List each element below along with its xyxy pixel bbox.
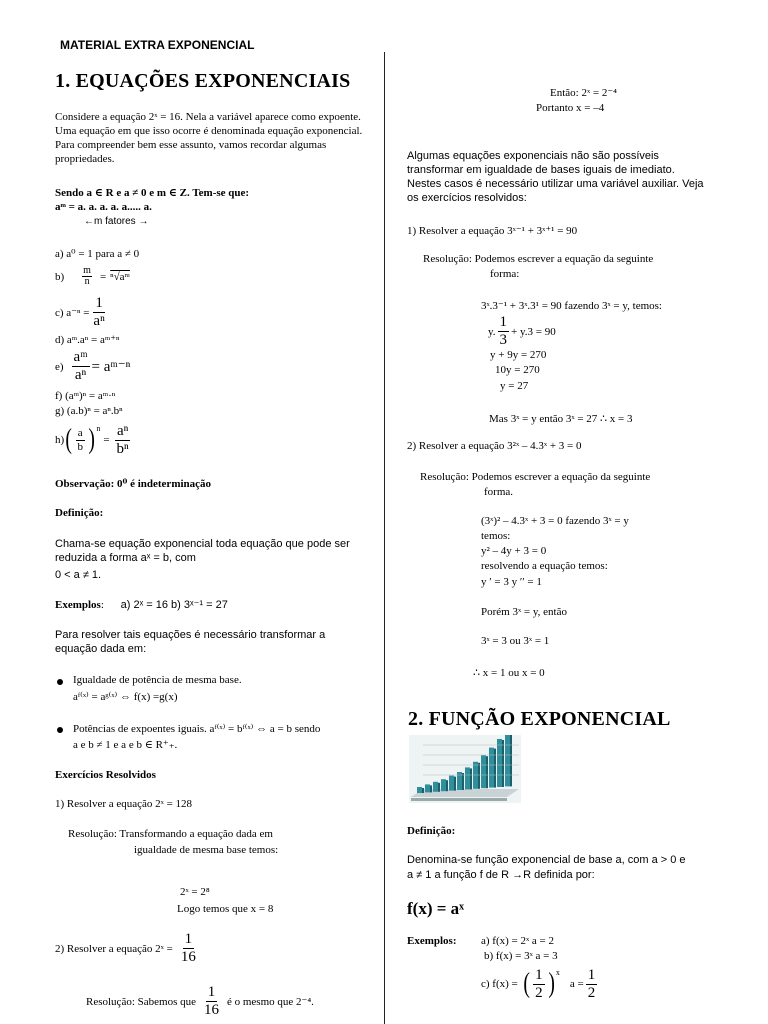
fraction-num: 1 — [95, 295, 103, 311]
chart-bar — [449, 776, 454, 791]
bullet-1-text: Igualdade de potência de mesma base. — [73, 674, 242, 686]
entao-line: Então: 2ˣ = 2⁻⁴ — [550, 87, 617, 99]
exercise-r1-line-4: 10y = 270 — [495, 364, 540, 376]
fraction-num: 1 — [587, 966, 596, 983]
fraction-num: aᵐ — [73, 349, 88, 365]
exercise-r1-line-6: Mas 3ˣ = y então 3ˣ = 27 ∴ x = 3 — [489, 413, 633, 425]
bullet-2-cont: a e b ≠ 1 e a e b ∈ R⁺₊. — [73, 739, 178, 751]
section-1-title: 1. EQUAÇÕES EXPONENCIAIS — [55, 70, 351, 92]
exercise-2-resolution — [86, 985, 314, 1018]
fraction-den: 3 — [499, 332, 508, 348]
exercise-1-result: Logo temos que x = 8 — [177, 903, 274, 915]
a-equals: a = — [569, 978, 584, 990]
exercicios-resolvidos: Exercícios Resolvidos — [55, 769, 156, 781]
exercise-r1-res-1: Resolução: Podemos escrever a equação da seguinte — [423, 253, 654, 265]
chart-bar-side — [438, 783, 440, 792]
fraction-den: b — [77, 440, 83, 453]
chart-bar-side — [430, 785, 432, 792]
exercise-2-res-tail: é o mesmo que 2⁻⁴. — [226, 996, 314, 1008]
property-e-label: e) — [55, 360, 64, 373]
property-e — [55, 350, 130, 383]
page-header: MATERIAL EXTRA EXPONENCIAL — [60, 38, 255, 52]
definition-2-line-2: a ≠ 1 a função f de R →R definida por: — [407, 869, 595, 881]
exercise-1: 1) Resolver a equação 2ˣ = 128 — [55, 798, 193, 810]
chart-bar-side — [470, 768, 472, 789]
y-dot: y. — [488, 325, 496, 338]
exp-n: n — [96, 424, 101, 433]
exemplos-label-2: Exemplos: — [407, 935, 457, 947]
property-d: d) aᵐ.aⁿ = aᵐ⁺ⁿ — [55, 334, 120, 346]
exercise-r1-line-2-tail: + y.3 = 90 — [511, 325, 556, 338]
fraction-den: bⁿ — [116, 440, 129, 457]
exercise-r2-line-1: (3ˣ)² – 4.3ˣ + 3 = 0 fazendo 3ˣ = y — [481, 515, 629, 527]
exemplos-content: a) 2ˣ = 16 b) 3ˣ⁻¹ = 27 — [120, 599, 228, 611]
definition-condition: 0 < a ≠ 1. — [55, 569, 102, 581]
exercise-r2-res-1: Resolução: Podemos escrever a equação da seguinte — [420, 471, 651, 483]
growth-chart-image — [409, 735, 521, 803]
am-definition: aᵐ = a. a. a. a. a..... a. — [55, 201, 152, 213]
exercise-r2-line-4: resolvendo a equação temos: — [481, 560, 608, 572]
fraction-am-over-an — [72, 350, 90, 383]
fraction-one-half — [533, 968, 545, 1001]
example-a: a) f(x) = 2ˣ a = 2 — [481, 935, 555, 947]
bullet-icon — [57, 727, 63, 733]
property-c-label: c) a⁻ⁿ = — [55, 307, 90, 319]
property-b — [55, 266, 130, 287]
exemplos-label: Exemplos — [55, 599, 101, 611]
sendo-line: Sendo a ∈ R e a ≠ 0 e m ∈ Z. Tem-se que: — [55, 187, 250, 199]
fraction-den: aⁿ — [74, 367, 87, 383]
chart-bar-side — [486, 756, 488, 788]
chart-bar — [481, 755, 486, 788]
chart-bar-side — [478, 763, 480, 789]
fraction-one-third — [498, 315, 510, 348]
exercise-2-res-text: Resolução: Sabemos que — [86, 995, 196, 1008]
property-c — [55, 296, 109, 329]
chart-bar — [425, 784, 430, 792]
chart-bar — [433, 782, 438, 792]
fraction-one-half — [586, 968, 598, 1001]
chart-bar — [497, 739, 502, 787]
example-c: c) f(x) = ( $\frac{1}{2}$ ) x a = $\frac{1}{2}$ — [481, 966, 596, 1001]
exercise-r1-line-5: y = 27 — [500, 380, 529, 392]
chart-bar — [505, 735, 510, 786]
property-b-root: ⁿ√aᵐ — [110, 270, 130, 283]
property-h: h) ( $\frac{a}{b}$ ) n = $\frac{\text{aⁿ}}{\text{bⁿ}}$ — [55, 422, 129, 457]
fraction-den: 2 — [535, 984, 543, 1001]
fraction-one-sixteen — [179, 932, 198, 965]
exp-n: n — [84, 276, 90, 287]
exp-m: m — [83, 265, 91, 276]
exercise-2-text: 2) Resolver a equação 2ˣ = — [55, 942, 173, 955]
chart-bar-side — [502, 740, 504, 787]
chart-axis-labels — [411, 798, 507, 801]
property-g: g) (a.b)ⁿ = aⁿ.bⁿ — [55, 405, 123, 417]
property-h-label: h) — [55, 434, 65, 446]
equals: = — [103, 434, 110, 446]
exercise-1-res-1: Resolução: Transformando a equação dada em — [68, 828, 273, 840]
definition-2-line-1: Denomina-se função exponencial de base a, com a > 0 e — [407, 854, 686, 866]
property-b-label: b) — [55, 270, 65, 283]
algumas-paragraph: Algumas equações exponenciais não são possíveis transformar em igualdade de bases iguais de imediato. Nestes casos é necessário utilizar uma variável auxiliar. Veja os exercícios resolvidos: — [407, 150, 704, 204]
fraction-num: 1 — [207, 984, 216, 1000]
chart-bar-side — [510, 735, 512, 786]
chart-bar — [465, 767, 470, 789]
exercise-r2-line-2: temos: — [481, 530, 511, 542]
bullet-1-formula: aᶠ⁽ˣ⁾ = aᵍ⁽ˣ⁾ ⇔ f(x) =g(x) — [73, 691, 178, 703]
property-a: a) a⁰ = 1 para a ≠ 0 — [55, 248, 140, 260]
fraction-den: 2 — [587, 984, 596, 1001]
definicao-label: Definição: — [55, 507, 104, 519]
chart-bar — [417, 787, 422, 793]
exercise-r1-line-3: y + 9y = 270 — [490, 349, 547, 361]
fraction-den: 16 — [203, 1002, 219, 1018]
observacao: Observação: 0⁰ é indeterminação — [55, 478, 212, 490]
fraction-den: 16 — [180, 949, 196, 965]
chart-bar — [457, 772, 462, 790]
chart-bar-side — [446, 780, 448, 791]
chart-bar-side — [454, 777, 456, 791]
example-b: b) f(x) = 3ˣ a = 3 — [484, 950, 558, 962]
column-divider — [384, 52, 385, 1024]
exercise-r2-line-7: 3ˣ = 3 ou 3ˣ = 1 — [481, 635, 550, 647]
fraction-num: aⁿ — [116, 422, 129, 439]
exercise-r1-res-2: forma: — [490, 268, 520, 280]
definition-text: Chama-se equação exponencial toda equação que pode ser reduzida a forma aˣ = b, com — [55, 538, 350, 564]
exemplos-line: Exemplos: a) 2ˣ = 16 b) 3ˣ⁻¹ = 27 — [55, 599, 228, 611]
fraction-num: 1 — [535, 966, 543, 983]
exercise-r1-line-1: 3ˣ.3⁻¹ + 3ˣ.3¹ = 90 fazendo 3ˣ = y, temos: — [481, 300, 662, 312]
exercise-r1-line-2 — [488, 315, 556, 348]
fraction-one-sixteen — [202, 985, 221, 1018]
exercise-1-res-2: igualdade de mesma base temos: — [134, 844, 279, 856]
exercise-r2-res-2: forma. — [484, 486, 514, 498]
fraction-num: 1 — [499, 314, 508, 330]
definicao-label-2: Definição: — [407, 825, 456, 837]
property-b-eq: = — [99, 270, 107, 283]
property-f: f) (aᵐ)ⁿ = aᵐ·ⁿ — [55, 390, 116, 402]
chart-bar-side — [422, 788, 424, 793]
chart-bar — [489, 748, 494, 788]
bullet-2-text: Potências de expoentes iguais. aᶠ⁽ˣ⁾ = bᶠ⁽ˣ⁾ ⇔ a = b sendo — [73, 723, 321, 735]
exercise-r2-line-6: Porém 3ˣ = y, então — [481, 606, 567, 618]
fraction-a-over-b — [76, 428, 86, 453]
example-c-label: c) f(x) = — [481, 978, 518, 990]
portanto-line: Portanto x = –4 — [536, 102, 605, 114]
section-2-title: 2. FUNÇÃO EXPONENCIAL — [408, 708, 671, 730]
exercise-r2: 2) Resolver a equação 3²ˣ – 4.3ˣ + 3 = 0 — [407, 440, 582, 452]
fraction-den: aⁿ — [93, 313, 105, 329]
bullet-icon — [57, 679, 63, 685]
function-definition: f(x) = aˣ — [407, 899, 465, 918]
intro-paragraph: Considere a equação 2ˣ = 16. Nela a variável aparece como expoente. Uma equação em que isso ocorre é denominada equação exponencial. Para compreender bem esse assunto, vamos recordar algumas propriedades. — [55, 111, 363, 165]
property-e-result: = aᵐ⁻ⁿ — [91, 359, 131, 375]
fraction-num: 1 — [184, 931, 193, 947]
chart-bar — [473, 762, 478, 789]
fraction-num: a — [77, 426, 83, 439]
fraction-exponent — [82, 266, 92, 287]
exercise-2 — [55, 932, 200, 965]
fraction-an-over-bn — [115, 424, 131, 457]
chart-bar-side — [494, 749, 496, 788]
exp-x: x — [555, 968, 560, 977]
para-resolver: Para resolver tais equações é necessário transformar a equação dada em: — [55, 629, 326, 655]
chart-bar — [441, 779, 446, 791]
fraction-one-over-an — [91, 296, 106, 329]
exercise-r2-line-5: y ′ = 3 y ′′ = 1 — [481, 576, 542, 588]
exercise-r2-line-8: ∴ x = 1 ou x = 0 — [473, 667, 545, 679]
exercise-r1: 1) Resolver a equação 3ˣ⁻¹ + 3ˣ⁺¹ = 90 — [407, 225, 578, 237]
m-fatores: ←m fatores → — [84, 216, 149, 227]
exercise-r2-line-3: y² – 4y + 3 = 0 — [481, 545, 547, 557]
chart-bar-side — [462, 773, 464, 790]
exercise-1-equation: 2ˣ = 2⁸ — [180, 886, 210, 898]
